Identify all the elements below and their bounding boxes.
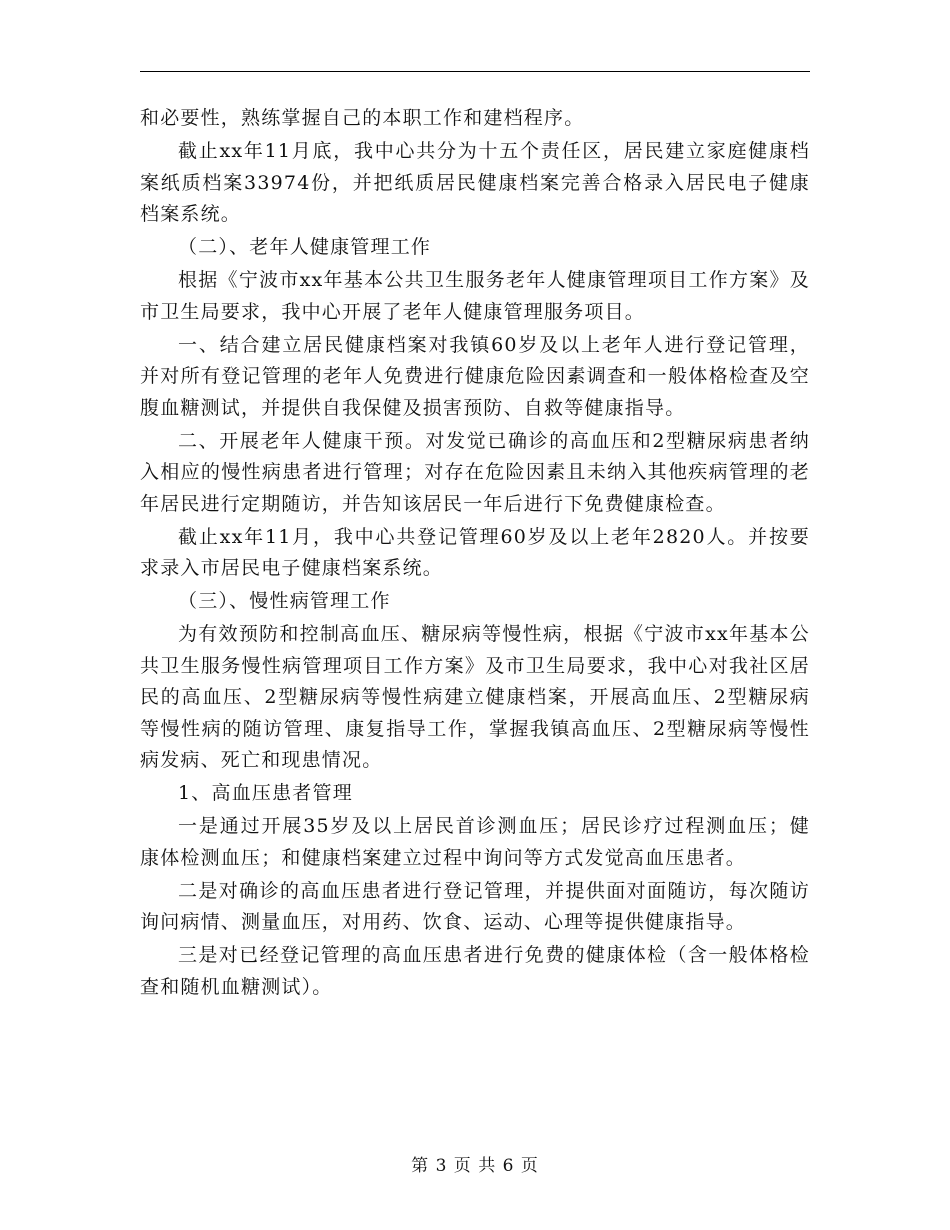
subheading-hypertension: 1、高血压患者管理 (178, 782, 353, 804)
paragraph-elderly-basis: 根据《宁波市xx年基本公共卫生服务老年人健康管理项目工作方案》及市卫生局要求，我中心开展了老年人健康管理服务项目。 (140, 269, 810, 323)
section-heading-chronic: （三）、慢性病管理工作 (178, 590, 391, 612)
header-rule (140, 71, 810, 72)
paragraph-archive-count: 截止xx年11月底，我中心共分为十五个责任区，居民建立家庭健康档案纸质档案33974份，并把纸质居民健康档案完善合格录入居民电子健康档案系统。 (140, 140, 810, 225)
paragraph-hypertension-3: 三是对已经登记管理的高血压患者进行免费的健康体检（含一般体格检查和随机血糖测试）。 (140, 944, 810, 998)
paragraph-elderly-item-2: 二、开展老年人健康干预。对发觉已确诊的高血压和2型糖尿病患者纳入相应的慢性病患者进行管理；对存在危险因素且未纳入其他疾病管理的老年居民进行定期随访，并告知该居民一年后进行下免费健康检查。 (140, 429, 810, 515)
paragraph-elderly-item-1: 一、结合建立居民健康档案对我镇60岁及以上老年人进行登记管理，并对所有登记管理的老年人免费进行健康危险因素调查和一般体格检查及空腹血糖测试，并提供自我保健及损害预防、自救等健康指导。 (140, 333, 810, 419)
paragraph-hypertension-2: 二是对确诊的高血压患者进行登记管理，并提供面对面随访，每次随访询问病情、测量血压，对用药、饮食、运动、心理等提供健康指导。 (140, 879, 810, 933)
paragraph-elderly-count: 截止xx年11月，我中心共登记管理60岁及以上老年2820人。并按要求录入市居民电子健康档案系统。 (140, 525, 810, 579)
section-heading-elderly: （二）、老年人健康管理工作 (178, 236, 432, 258)
page-footer (0, 1151, 950, 1176)
paragraph-hypertension-1: 一是通过开展35岁及以上居民首诊测血压；居民诊疗过程测血压；健康体检测血压；和健康档案建立过程中询问等方式发觉高血压患者。 (140, 815, 810, 869)
page-number: 第 3 页 共 6 页 (411, 1156, 539, 1176)
paragraph-continuation: 和必要性，熟练掌握自己的本职工作和建档程序。 (140, 107, 585, 129)
paragraph-chronic-basis: 为有效预防和控制高血压、糖尿病等慢性病，根据《宁波市xx年基本公共卫生服务慢性病管理项目工作方案》及市卫生局要求，我中心对我社区居民的高血压、2型糖尿病等慢性病建立健康档案，开展高血压、2型糖尿病等慢性病的随访管理、康复指导工作，掌握我镇高血压、2型糖尿病等慢性病发病、死亡和现患情况。 (140, 623, 810, 771)
document-body (140, 103, 810, 1005)
